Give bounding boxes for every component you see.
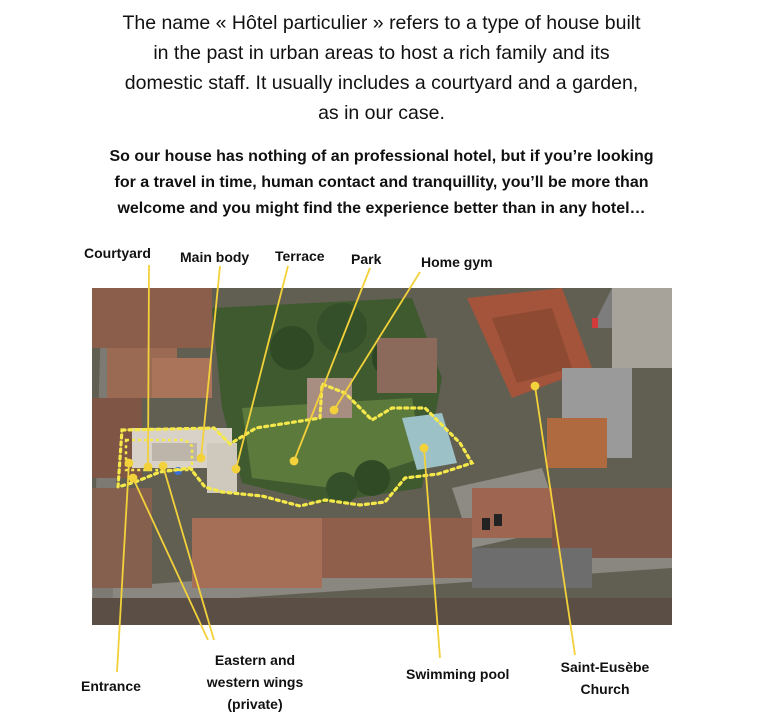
label-wings-line-1: Eastern and — [214, 652, 296, 668]
leader-line-main-body — [201, 266, 220, 458]
leader-dot-park — [291, 458, 298, 465]
intro-line-1: The name « Hôtel particulier » refers to a type of house built — [122, 12, 641, 34]
label-church-line-1: Saint-Eusèbe — [560, 659, 650, 675]
label-terrace: Terrace — [275, 248, 325, 264]
leader-line-swimming-pool — [424, 448, 440, 658]
label-church-line-2: Church — [580, 681, 630, 697]
label-main-body: Main body — [180, 249, 250, 265]
label-courtyard: Courtyard — [84, 245, 151, 261]
label-wings-line-3: (private) — [227, 696, 283, 712]
leader-dot-wing-east — [160, 463, 167, 470]
leader-line-church — [535, 386, 575, 655]
label-home-gym: Home gym — [421, 254, 493, 270]
leader-dot-courtyard — [145, 464, 152, 471]
label-park: Park — [351, 251, 382, 267]
leader-dot-swimming-pool — [421, 445, 428, 452]
property-boundary — [118, 384, 472, 506]
label-wings-line-2: western wings — [206, 674, 304, 690]
leader-dot-wing-west — [130, 475, 137, 482]
note-line-3: welcome and you might find the experience better than in any hotel… — [117, 200, 646, 217]
leader-dot-terrace — [233, 466, 240, 473]
label-church — [545, 656, 665, 700]
leader-dot-home-gym — [331, 407, 338, 414]
leader-line-wing-west — [133, 478, 208, 640]
leader-line-home-gym — [334, 272, 420, 410]
label-swimming-pool: Swimming pool — [406, 666, 510, 682]
intro-line-4: as in our case. — [318, 102, 445, 124]
leader-dot-church — [532, 383, 539, 390]
leader-line-park — [294, 268, 370, 461]
label-entrance: Entrance — [81, 678, 141, 694]
label-wings — [195, 649, 315, 715]
intro-line-2: in the past in urban areas to host a rich family and its — [153, 42, 610, 64]
leader-dot-entrance — [126, 460, 133, 467]
leader-line-wing-east — [163, 466, 214, 640]
intro-line-3: domestic staff. It usually includes a courtyard and a garden, — [124, 72, 639, 94]
leader-line-terrace — [236, 266, 288, 469]
note-line-1: So our house has nothing of an professional hotel, but if you’re looking — [109, 148, 654, 165]
leader-dot-main-body — [198, 455, 205, 462]
note-line-2: for a travel in time, human contact and tranquillity, you’ll be more than — [114, 174, 649, 191]
leader-line-courtyard — [148, 265, 149, 467]
leader-line-entrance — [117, 463, 129, 672]
